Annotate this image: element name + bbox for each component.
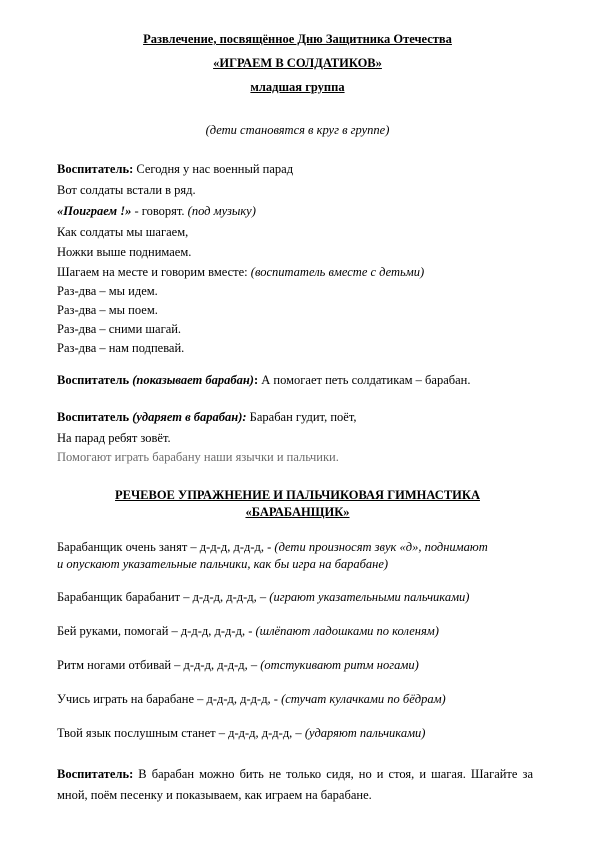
stage-direction: (дети становятся в круг в группе) (205, 123, 390, 137)
intro-line-7: Раз-два – мы идем. (57, 284, 158, 298)
intro-line-6 (57, 265, 424, 280)
speaker-label: Воспитатель (57, 410, 130, 424)
exercise-text: Твой язык послушным станет – д-д-д, д-д-д, – (57, 726, 305, 740)
intro-line-1 (57, 162, 293, 177)
drum-text: А помогает петь солдатикам – барабан. (258, 373, 471, 387)
speaker-label: Воспитатель: (57, 162, 134, 176)
exercise-remark: (играют указательными пальчиками) (269, 590, 470, 604)
closing-paragraph (57, 764, 533, 806)
exercise-line-2 (57, 590, 469, 605)
exercise-line-3 (57, 624, 439, 639)
intro-line-8: Раз-два – мы поем. (57, 303, 158, 317)
drum-line-3: На парад ребят зовёт. (57, 431, 171, 445)
title-line-2: «ИГРАЕМ В СОЛДАТИКОВ» (213, 56, 382, 70)
intro-line-10: Раз-два – нам подпевай. (57, 341, 185, 355)
intro-quote: «Поиграем !» (57, 204, 132, 218)
intro-remark: (под музыку) (187, 204, 256, 218)
intro-remark: (воспитатель вместе с детьми) (250, 265, 425, 279)
intro-line-2: Вот солдаты встали в ряд. (57, 183, 196, 197)
speaker-label: Воспитатель (57, 373, 130, 387)
exercise-line-4 (57, 658, 419, 673)
exercise-remark: (стучат кулачками по бёдрам) (281, 692, 446, 706)
intro-line-9: Раз-два – сними шагай. (57, 322, 182, 336)
title-line-1: Развлечение, посвящённое Дню Защитника Отечества (143, 32, 452, 46)
speaker-action: (ударяет в барабан): (129, 410, 247, 424)
exercise-text: Барабанщик барабанит – д-д-д, д-д-д, – (57, 590, 270, 604)
exercise-text: Ритм ногами отбивай – д-д-д, д-д-д, – (57, 658, 261, 672)
exercise-remark: (шлёпают ладошками по коленям) (255, 624, 439, 638)
section-heading-1: РЕЧЕВОЕ УПРАЖНЕНИЕ И ПАЛЬЧИКОВАЯ ГИМНАСТИКА (115, 488, 480, 502)
drum-line-4: Помогают играть барабану наши язычки и пальчики. (57, 450, 339, 464)
exercise-text: Бей руками, помогай – д-д-д, д-д-д, - (57, 624, 256, 638)
exercise-line-6 (57, 726, 425, 741)
intro-line-4: Как солдаты мы шагаем, (57, 225, 189, 239)
intro-text: - говорят. (131, 204, 188, 218)
closing-text: В барабан можно бить не только сидя, но и стоя, и шагая. Шагайте за мной, поём песенку и показываем, как играем на барабане. (57, 767, 533, 802)
exercise-line-1b: и опускают указательные пальчики, как бы игра на барабане) (57, 557, 389, 571)
exercise-line-1 (57, 540, 488, 555)
exercise-text: Барабанщик очень занят – д-д-д, д-д-д, - (57, 540, 275, 554)
drum-line-1 (57, 373, 470, 388)
exercise-text: Учись играть на барабане – д-д-д, д-д-д, - (57, 692, 282, 706)
exercise-remark: (отстукивают ритм ногами) (260, 658, 419, 672)
speaker-colon: : (253, 373, 259, 387)
intro-line-5: Ножки выше поднимаем. (57, 245, 192, 259)
intro-line-3 (57, 204, 256, 219)
speaker-action: (показывает барабан) (129, 373, 254, 387)
speaker-label: Воспитатель: (57, 767, 134, 781)
exercise-line-5 (57, 692, 446, 707)
exercise-remark: (ударяют пальчиками) (304, 726, 426, 740)
title-line-3: младшая группа (250, 80, 345, 94)
section-heading-2: «БАРАБАНЩИК» (245, 505, 350, 519)
drum-text: Барабан гудит, поёт, (246, 410, 357, 424)
drum-line-2 (57, 410, 356, 425)
intro-text: Шагаем на месте и говорим вместе: (57, 265, 251, 279)
exercise-remark: (дети произносят звук «д», поднимают (274, 540, 488, 554)
intro-text: Сегодня у нас военный парад (133, 162, 294, 176)
